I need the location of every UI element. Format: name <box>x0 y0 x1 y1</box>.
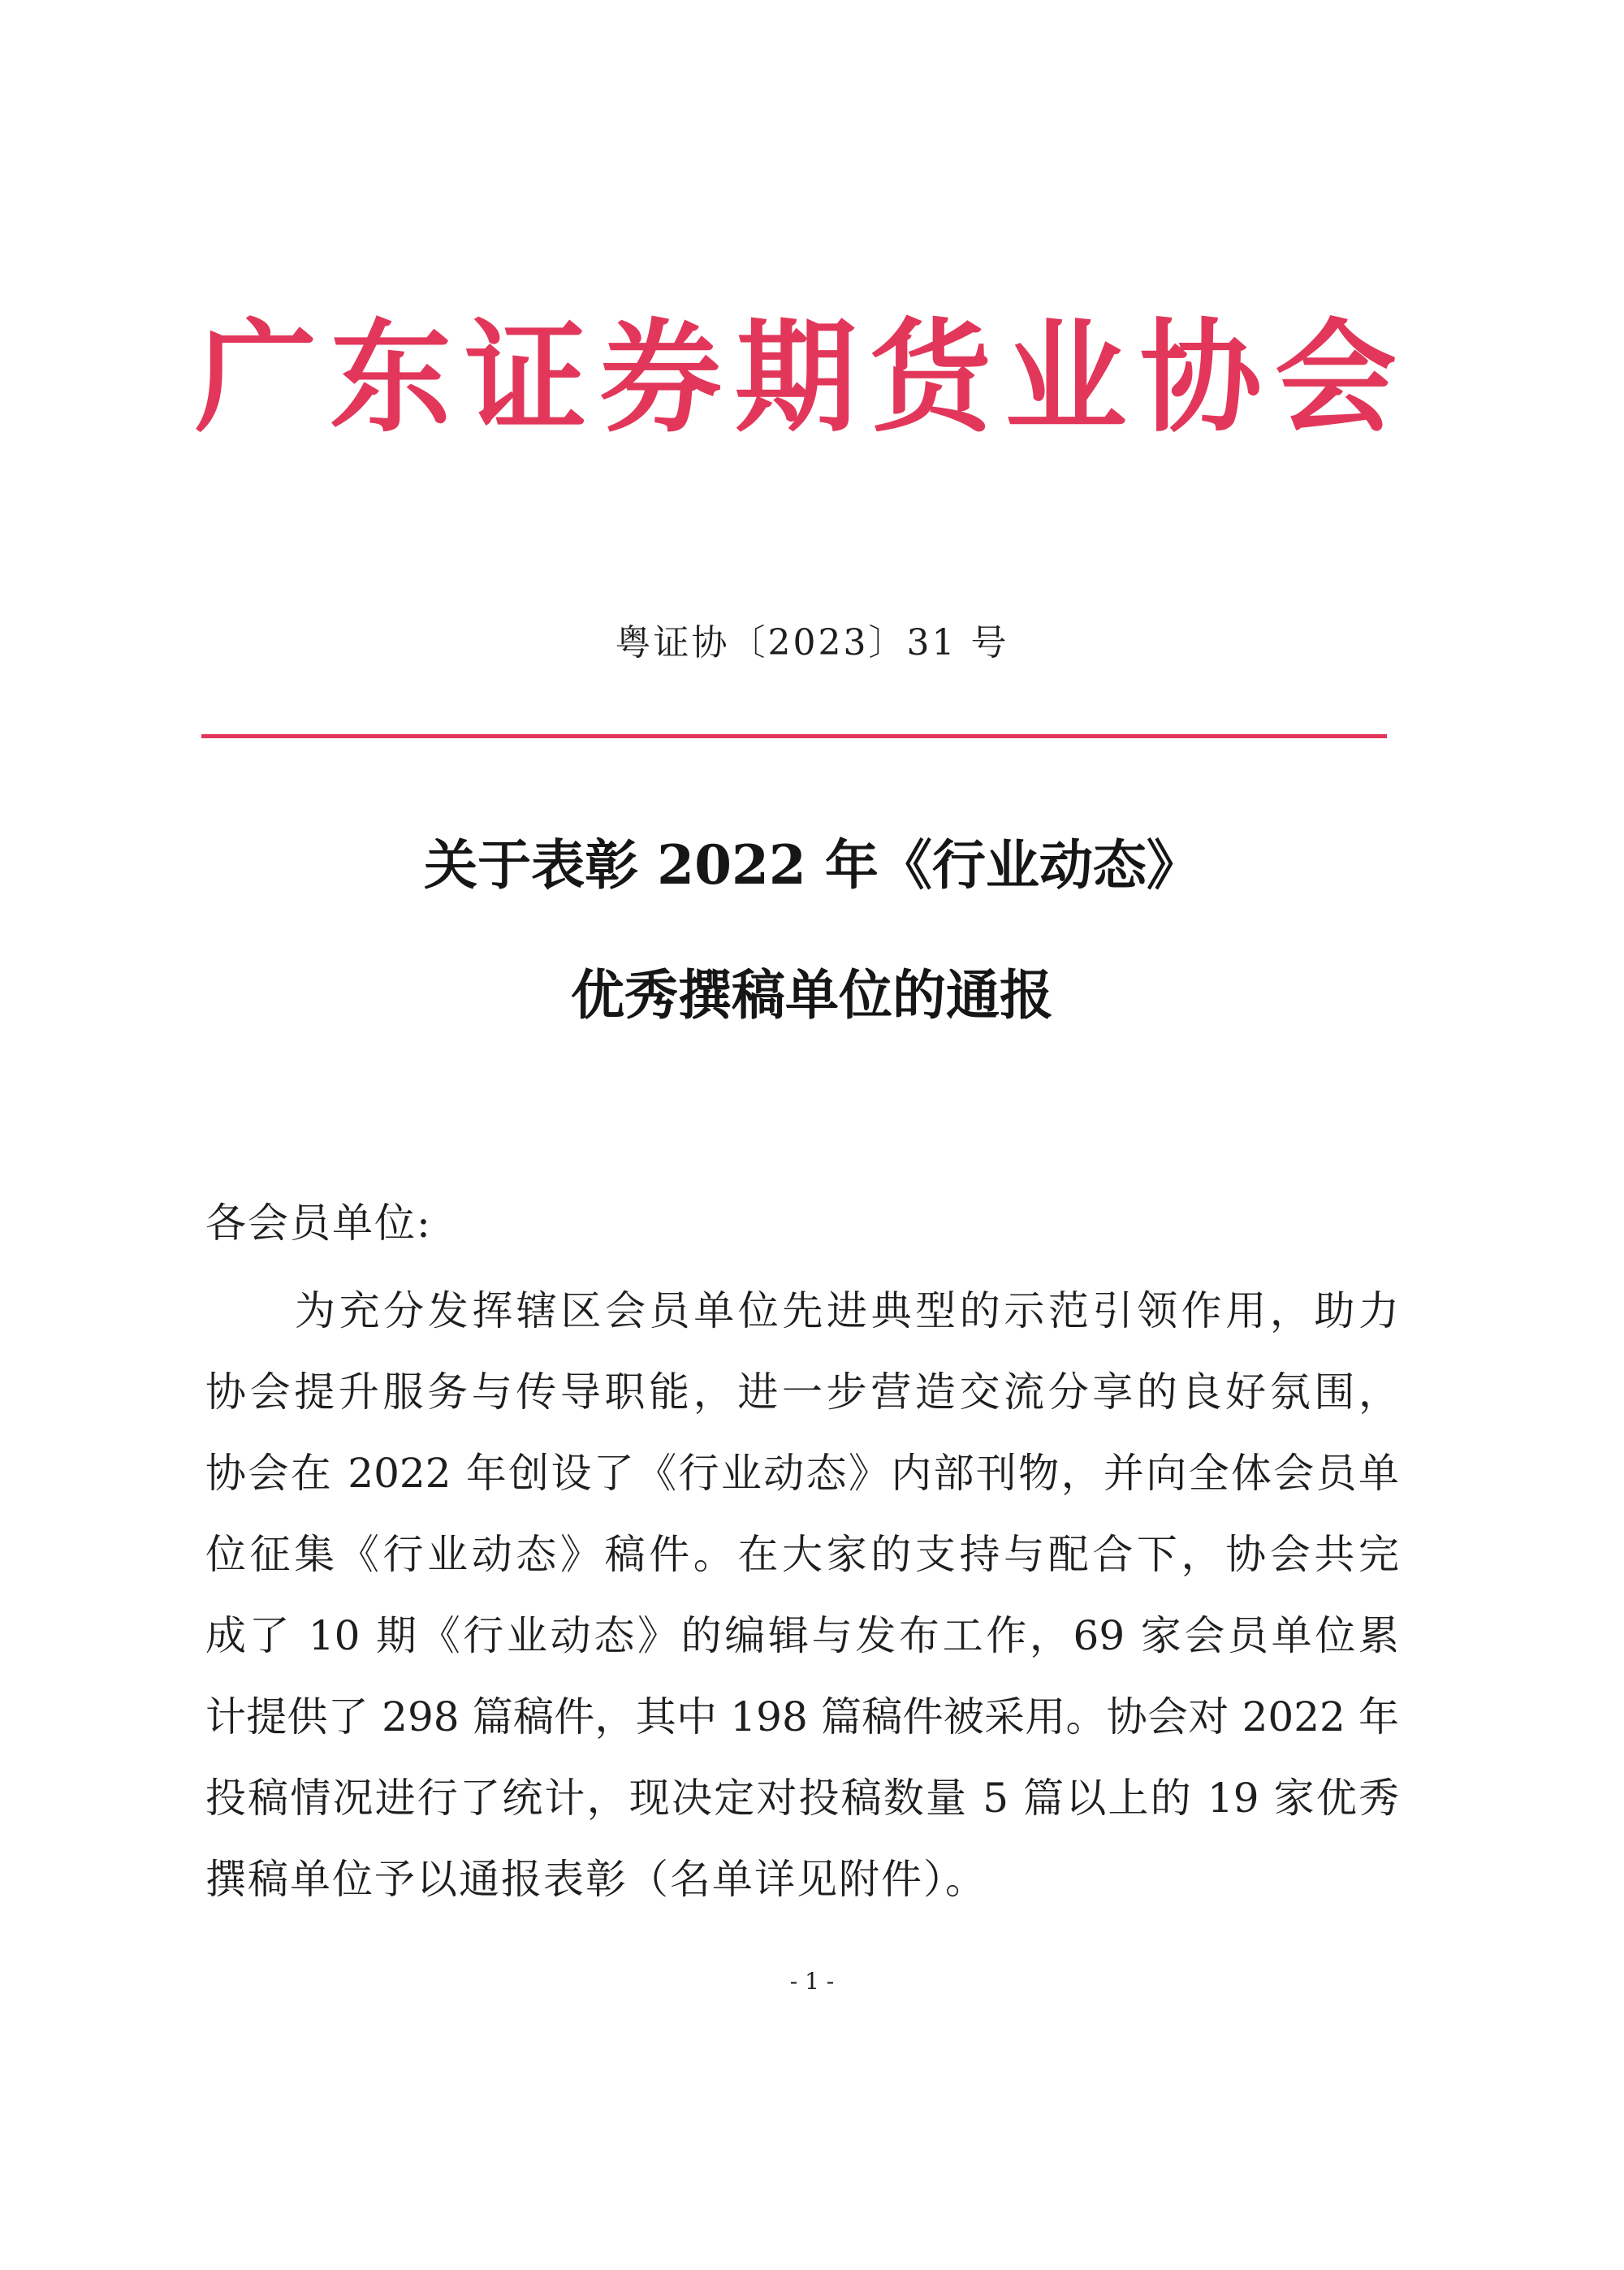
notice-title-line-1: 关于表彰 2022 年《行业动态》 <box>424 833 1200 897</box>
salutation: 各会员单位: <box>205 1200 432 1247</box>
document-number: 粤证协〔2023〕31 号 <box>615 622 1009 664</box>
body-line-5: 成了 10 期《行业动态》的编辑与发布工作，69 家会员单位累 <box>205 1612 1399 1659</box>
page-number: - 1 - <box>789 1968 835 1995</box>
notice-title-line-2: 优秀撰稿单位的通报 <box>571 963 1053 1027</box>
body-line-1: 为充分发挥辖区会员单位先进典型的示范引领作用，助力 <box>295 1287 1399 1334</box>
letterhead-title: 广东证券期货业协会 <box>195 306 1397 449</box>
body-line-8: 撰稿单位予以通报表彰（名单详见附件）。 <box>205 1856 987 1903</box>
body-line-7: 投稿情况进行了统计，现决定对投稿数量 5 篇以上的 19 家优秀 <box>205 1775 1399 1822</box>
body-line-2: 协会提升服务与传导职能，进一步营造交流分享的良好氛围， <box>205 1368 1399 1416</box>
red-divider <box>201 734 1387 738</box>
body-line-6: 计提供了 298 篇稿件，其中 198 篇稿件被采用。协会对 2022 年 <box>205 1693 1399 1740</box>
body-line-3: 协会在 2022 年创设了《行业动态》内部刊物，并向全体会员单 <box>205 1450 1399 1497</box>
body-line-4: 位征集《行业动态》稿件。在大家的支持与配合下，协会共完 <box>205 1531 1399 1578</box>
